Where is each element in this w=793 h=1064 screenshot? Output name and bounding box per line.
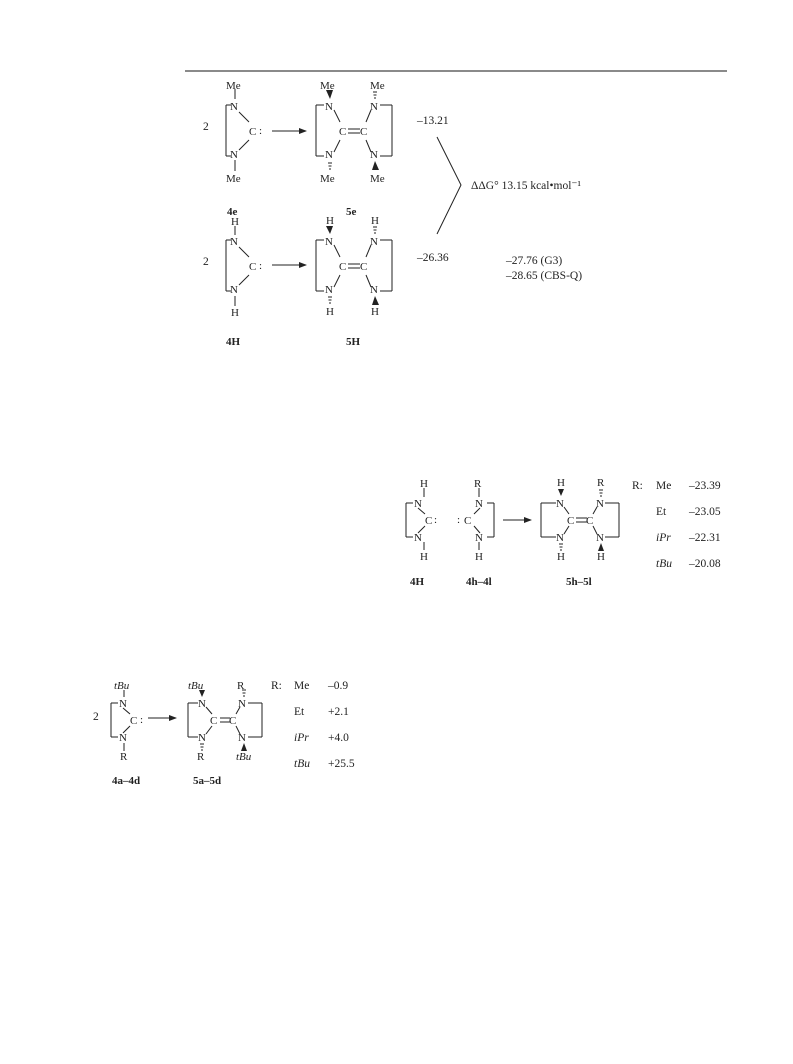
compound-label-4h-4l: 4h–4l [466, 576, 492, 588]
substituent-h: H [326, 306, 334, 318]
atom-n: N [238, 732, 246, 744]
atom-n: N [198, 732, 206, 744]
atom-c: C [339, 126, 347, 138]
carbene-lone-pair: : [457, 514, 461, 526]
substituent-tbu: tBu [236, 751, 252, 763]
atom-n: N [325, 284, 333, 296]
hash-bond [200, 744, 204, 750]
carbene-lone-pair: : [434, 514, 438, 526]
compound-label-4e: 4e [227, 206, 238, 218]
atom-c: C [425, 515, 433, 527]
substituent-h-bottom: H [231, 307, 239, 319]
reaction-4e-to-5e [203, 80, 449, 218]
substituent-h: H [420, 478, 428, 490]
atom-n: N [230, 149, 238, 161]
substituent-me: Me [320, 173, 335, 185]
substituent-me: Me [370, 80, 385, 92]
atom-n: N [238, 698, 246, 710]
energy-value: –13.21 [417, 115, 449, 127]
atom-n: N [325, 149, 333, 161]
energy-g3: –27.76 (G3) [506, 255, 563, 267]
reaction-4h-to-5h [203, 215, 449, 348]
compound-label-4a-4d: 4a–4d [112, 775, 141, 787]
wedge-bond [241, 743, 247, 751]
table-row-group: tBu [656, 558, 672, 570]
substituent-h: H [371, 306, 379, 318]
compound-label-5h: 5H [346, 336, 361, 348]
hash-bond [599, 490, 603, 496]
atom-n: N [556, 498, 564, 510]
substituent-r: R [197, 751, 205, 763]
wedge-bond [372, 161, 379, 170]
hash-bond [559, 544, 563, 550]
compound-label-4h: 4H [226, 336, 241, 348]
dimer-5h-5l-structure [541, 503, 619, 537]
substituent-me: Me [320, 80, 335, 92]
atom-c: C [464, 515, 472, 527]
substituent-r: R [237, 680, 245, 692]
coefficient: 2 [93, 711, 99, 723]
carbene-lone-pair: : [259, 125, 263, 137]
scheme-2 [406, 477, 721, 588]
atom-n: N [475, 498, 483, 510]
scheme-1 [203, 80, 582, 348]
atom-c: C [360, 261, 368, 273]
atom-n: N [230, 236, 238, 248]
substituent-h: H [420, 551, 428, 563]
atom-n: N [414, 532, 422, 544]
substituent-r: R [120, 751, 128, 763]
hash-bond [373, 92, 377, 98]
atom-n: N [370, 101, 378, 113]
substituent-h: H [597, 551, 605, 563]
substituent-r: R [597, 477, 605, 489]
substituent-h: H [557, 477, 565, 489]
substituent-h-top: H [231, 216, 239, 228]
atom-n: N [596, 498, 604, 510]
coefficient: 2 [203, 256, 209, 268]
energy-cbs-q: –28.65 (CBS-Q) [506, 270, 583, 282]
atom-c: C [567, 515, 575, 527]
table-row-group: iPr [656, 532, 671, 544]
scheme-3 [93, 680, 355, 787]
atom-c: C [586, 515, 594, 527]
atom-n: N [556, 532, 564, 544]
hash-bond [328, 297, 332, 303]
coefficient: 2 [203, 121, 209, 133]
table-row-group: Et [656, 506, 667, 518]
r-header: R: [632, 480, 643, 492]
carbene-lone-pair: : [259, 260, 263, 272]
atom-n: N [325, 236, 333, 248]
energy-table [294, 680, 355, 770]
wedge-bond [598, 543, 604, 551]
table-row-value: –0.9 [328, 680, 349, 692]
atom-c: C [249, 126, 257, 138]
comparison-bracket [437, 137, 461, 234]
compound-label-5a-5d: 5a–5d [193, 775, 222, 787]
atom-n: N [119, 732, 127, 744]
substituent-tbu: tBu [114, 680, 130, 692]
atom-c: C [130, 715, 138, 727]
substituent-r: R [474, 478, 482, 490]
atom-n: N [370, 149, 378, 161]
wedge-bond [326, 226, 333, 234]
atom-c: C [249, 261, 257, 273]
atom-n: N [475, 532, 483, 544]
table-row-value: –20.08 [689, 558, 721, 570]
hash-bond [373, 227, 377, 233]
hash-bond [328, 163, 332, 169]
carbene-lone-pair: : [140, 714, 144, 726]
atom-n: N [414, 498, 422, 510]
atom-c: C [210, 715, 218, 727]
substituent-me-bottom: Me [226, 173, 241, 185]
substituent-tbu: tBu [188, 680, 204, 692]
energy-value: –26.36 [417, 252, 449, 264]
substituent-h: H [326, 215, 334, 227]
table-row-group: iPr [294, 732, 309, 744]
table-row-group: Me [656, 480, 672, 492]
compound-label-4h: 4H [410, 576, 425, 588]
compound-label-5h-5l: 5h–5l [566, 576, 592, 588]
substituent-me-top: Me [226, 80, 241, 92]
table-row-group: Et [294, 706, 305, 718]
atom-n: N [198, 698, 206, 710]
table-row-value: +2.1 [328, 706, 349, 718]
r-header: R: [271, 680, 282, 692]
substituent-h: H [557, 551, 565, 563]
atom-c: C [360, 126, 368, 138]
atom-n: N [370, 284, 378, 296]
table-row-group: Me [294, 680, 310, 692]
table-row-value: –22.31 [689, 532, 721, 544]
table-row-group: tBu [294, 758, 310, 770]
atom-n: N [370, 236, 378, 248]
atom-n: N [230, 101, 238, 113]
wedge-bond [372, 296, 379, 305]
atom-n: N [596, 532, 604, 544]
table-row-value: –23.05 [689, 506, 721, 518]
substituent-me: Me [370, 173, 385, 185]
table-row-value: –23.39 [689, 480, 721, 492]
atom-c: C [229, 715, 237, 727]
energy-table [656, 480, 721, 570]
atom-n: N [119, 698, 127, 710]
table-row-value: +25.5 [328, 758, 355, 770]
atom-n: N [230, 284, 238, 296]
substituent-h: H [371, 215, 379, 227]
substituent-h: H [475, 551, 483, 563]
table-row-value: +4.0 [328, 732, 349, 744]
wedge-bond [558, 489, 564, 496]
atom-n: N [325, 101, 333, 113]
delta-delta-g-label: ΔΔG° 13.15 kcal•mol⁻¹ [471, 180, 581, 192]
atom-c: C [339, 261, 347, 273]
compound-label-5e: 5e [346, 206, 357, 218]
